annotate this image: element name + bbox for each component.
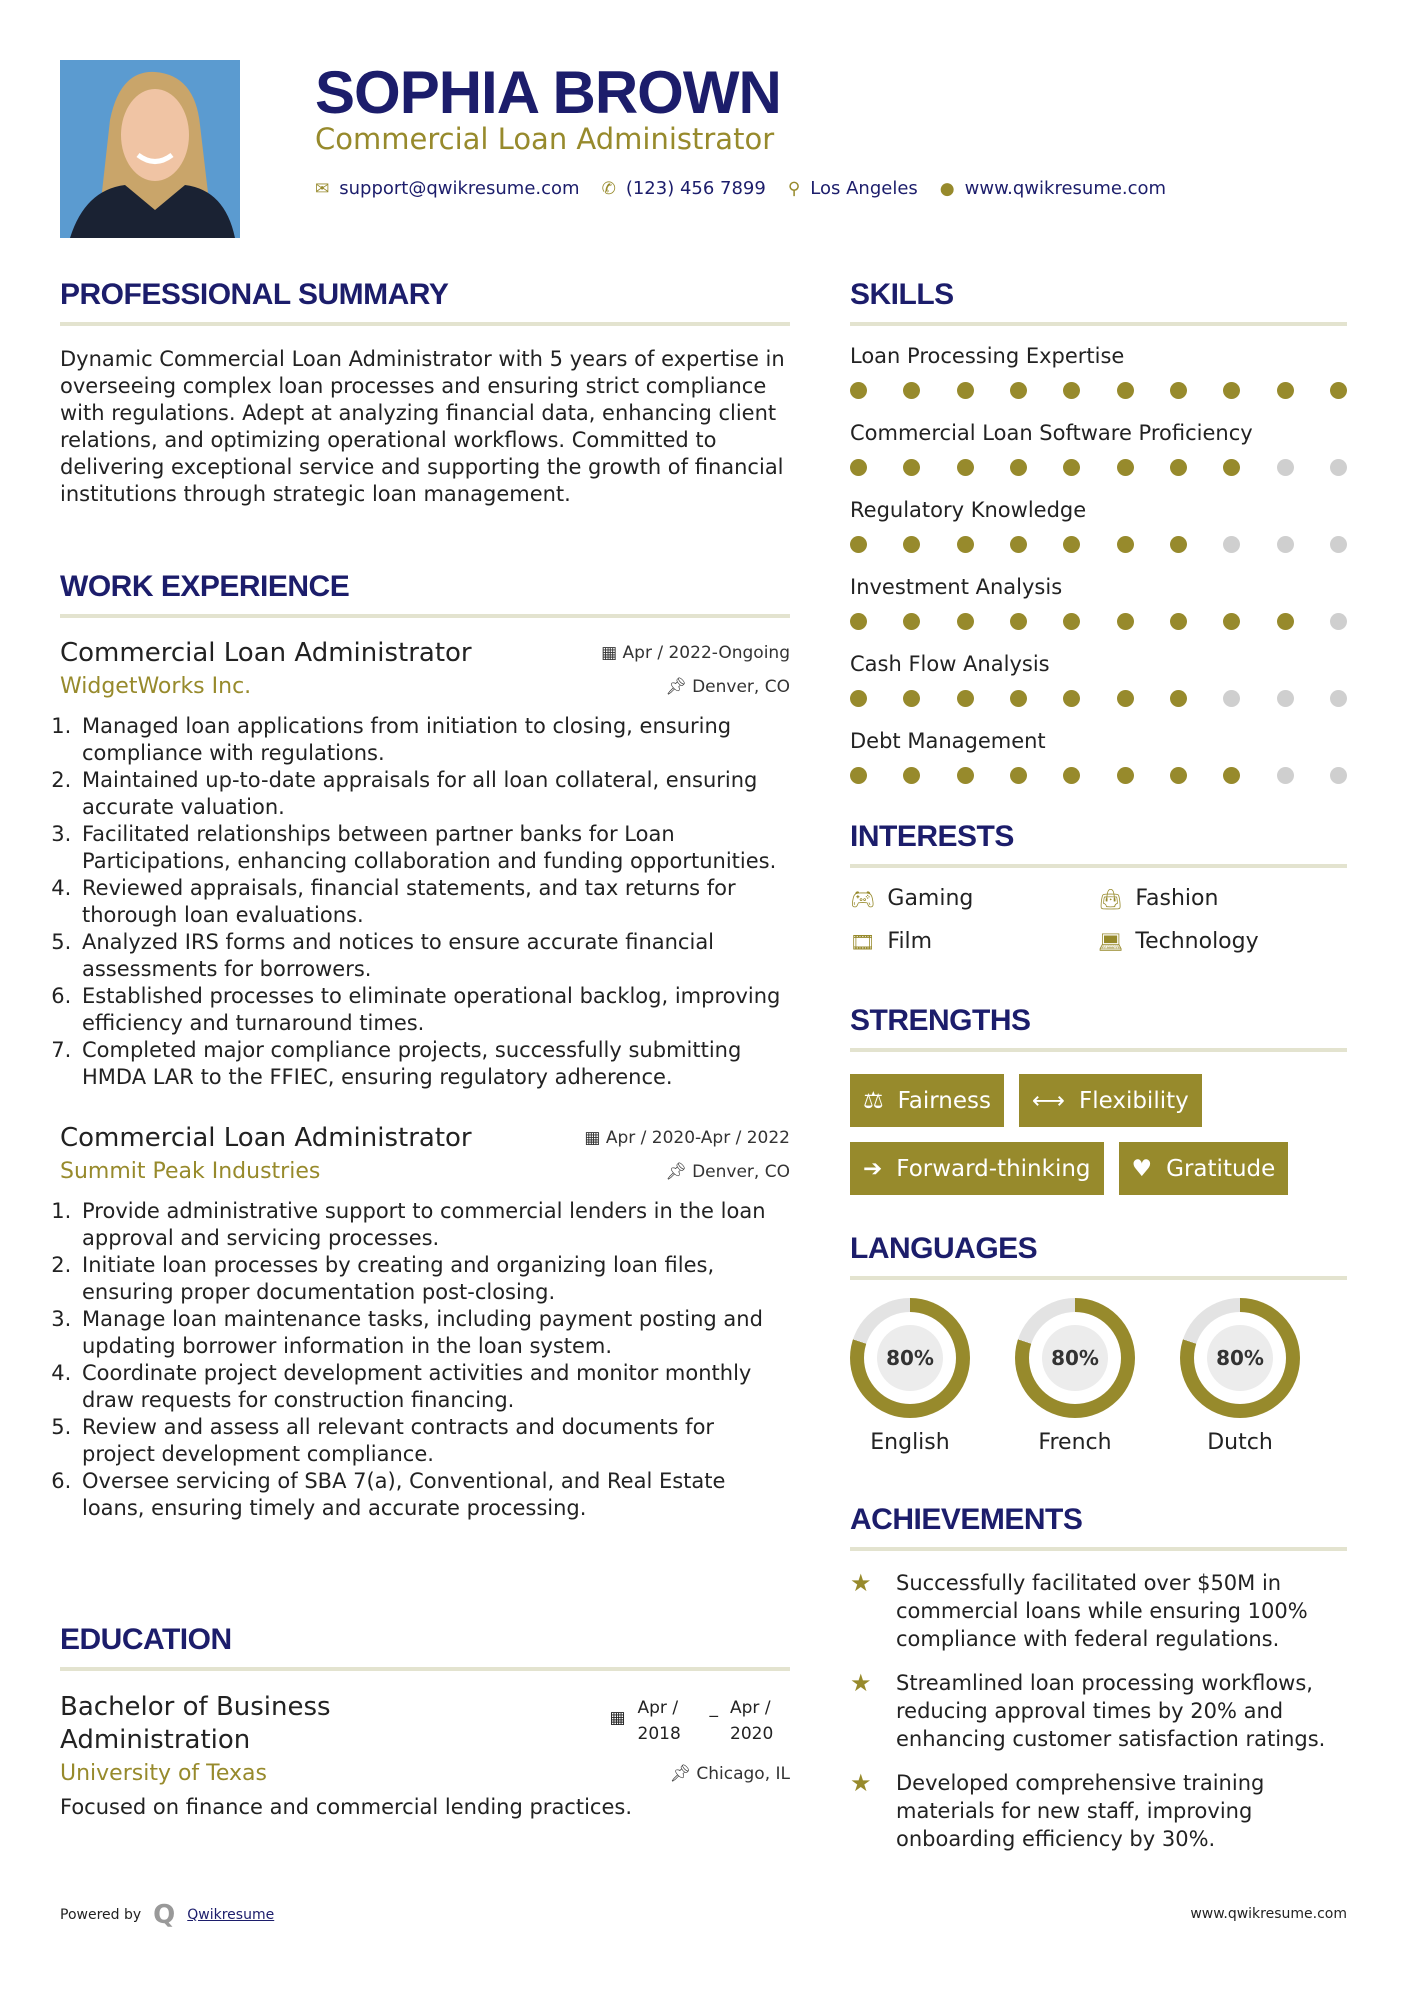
job-title: Commercial Loan Administrator [60,1123,472,1153]
location-text: Los Angeles [810,178,918,199]
rating-dot [903,613,920,630]
job-bullet: 1. Managed loan applications from initiation to closing, ensuring compliance with regulations. [78,713,790,767]
skill-name: Loan Processing Expertise [850,344,1125,368]
rating-dot [1223,767,1240,784]
rating-dot [957,382,974,399]
skill-item [850,575,1347,630]
education-section [60,1623,790,1821]
skill-item [850,498,1347,553]
rating-dot [1063,459,1080,476]
section-heading: STRENGTHS [850,1004,1031,1037]
strength-label: Flexibility [1078,1087,1189,1114]
company-name: Summit Peak Industries [60,1159,321,1184]
job-bullet: 1. Provide administrative support to commercial lenders in the loan approval and servicing processes. [78,1198,790,1252]
rating-dot [903,767,920,784]
rating-dot [1117,459,1134,476]
laptop-icon: 💻︎ [1098,929,1124,954]
rating-dot [903,382,920,399]
profile-photo [60,60,240,238]
rating-dot [903,690,920,707]
rating-dot [957,536,974,553]
language-percent: 80% [1042,1325,1108,1391]
job-location: 📌︎ Denver, CO [665,1161,790,1182]
language-percent: 80% [1207,1325,1273,1391]
section-heading: PROFESSIONAL SUMMARY [60,278,449,311]
job-title: Commercial Loan Administrator [60,638,472,668]
rating-dot [1170,382,1187,399]
rating-dot [1010,613,1027,630]
skill-rating [850,690,1347,707]
skill-rating [850,536,1347,553]
divider [60,614,790,618]
divider [850,1547,1347,1551]
section-heading: SKILLS [850,278,954,311]
arrow-right-icon: ➔ [863,1155,883,1182]
divider [60,1667,790,1671]
education-location: 📌︎ Chicago, IL [669,1763,790,1784]
language-progress-ring [1015,1298,1135,1418]
strength-badge [1019,1074,1202,1127]
interest-item [1098,929,1346,954]
rating-dot [1010,382,1027,399]
skill-item [850,421,1347,476]
brand-link[interactable]: Qwikresume [187,1907,275,1923]
rating-dot [1117,613,1134,630]
divider [850,1048,1347,1052]
rating-dot [1330,536,1347,553]
rating-dot [850,536,867,553]
rating-dot [1170,536,1187,553]
interest-item [850,929,1098,954]
job-bullet: 3. Facilitated relationships between partner banks for Loan Participations, enhancing collaboration and funding opportunities. [78,821,790,875]
phone-icon: ✆ [601,178,616,199]
star-icon: ★ [850,1569,872,1597]
interest-item [1098,886,1346,911]
rating-dot [957,690,974,707]
rating-dot [1117,382,1134,399]
end-date: Apr / 2020 [730,1698,774,1744]
section-heading: EDUCATION [60,1623,232,1656]
email-link[interactable]: support@qwikresume.com [339,178,580,199]
rating-dot [1010,459,1027,476]
skill-rating [850,382,1347,399]
language-item [1180,1298,1300,1455]
strength-badge [1119,1142,1289,1195]
rating-dot [1063,690,1080,707]
achievement-text: Successfully facilitated over $50M in commercial loans while ensuring 100% compliance with federal regulations. [896,1571,1308,1651]
job-dates: ▦ Apr / 2022-Ongoing [601,643,790,663]
calendar-icon: ▦ [609,1708,626,1728]
shopping-bag-icon: 👜︎ [1098,886,1124,911]
rating-dot [1170,690,1187,707]
rating-dot [1223,382,1240,399]
strengths-section [850,1004,1347,1195]
skill-rating [850,613,1347,630]
rating-dot [1277,767,1294,784]
star-icon: ★ [850,1669,872,1697]
summary-text: Dynamic Commercial Loan Administrator with 5 years of expertise in overseeing complex loan processes and ensuring strict compliance with regulations. Adept at analyzing financial data, enhancing client relations, and optimizing operational workflows. Committed to delivering exceptional service and supporting the growth of financial institutions through strategic loan management. [60,347,785,506]
globe-icon: ● [939,178,955,199]
rating-dot [1063,767,1080,784]
rating-dot [850,690,867,707]
rating-dot [850,459,867,476]
experience-section [60,570,790,1522]
rating-dot [957,613,974,630]
job-entry [60,638,790,1091]
school-name: University of Texas [60,1761,267,1786]
star-icon: ★ [850,1769,872,1797]
candidate-name: SOPHIA BROWN [315,59,781,126]
rating-dot [850,613,867,630]
skill-name: Commercial Loan Software Proficiency [850,421,1253,445]
job-bullet: 6. Established processes to eliminate operational backlog, improving efficiency and turnaround times. [78,983,790,1037]
rating-dot [1330,767,1347,784]
job-bullet: 5. Analyzed IRS forms and notices to ensure accurate financial assessments for borrowers. [78,929,790,983]
rating-dot [1277,536,1294,553]
envelope-icon: ✉ [315,178,330,199]
gamepad-icon: 🎮︎ [850,886,876,911]
rating-dot [1010,690,1027,707]
job-bullet: 6. Oversee servicing of SBA 7(a), Conventional, and Real Estate loans, ensuring timely and accurate processing. [78,1468,790,1522]
rating-dot [1277,459,1294,476]
section-heading: INTERESTS [850,820,1014,853]
interest-label: Fashion [1135,886,1219,911]
rating-dot [1330,382,1347,399]
skill-item [850,344,1347,399]
job-bullet: 4. Coordinate project development activities and monitor monthly draw requests for construction financing. [78,1360,790,1414]
website-link[interactable]: www.qwikresume.com [964,178,1167,199]
pushpin-icon: 📌︎ [669,1763,697,1784]
skill-name: Cash Flow Analysis [850,652,1050,676]
divider [850,1276,1347,1280]
education-dates [609,1695,790,1757]
start-date: Apr / 2018 [637,1698,681,1744]
skills-section [850,278,1347,806]
rating-dot [1117,690,1134,707]
rating-dot [1117,536,1134,553]
achievement-text: Streamlined loan processing workflows, reducing approval times by 20% and enhancing customer satisfaction ratings. [896,1671,1326,1751]
rating-dot [1170,459,1187,476]
job-entry [60,1123,790,1522]
interest-label: Gaming [887,886,974,911]
rating-dot [1010,767,1027,784]
divider [850,864,1347,868]
language-name: French [1038,1430,1112,1455]
strength-badge [850,1074,1004,1127]
strength-label: Gratitude [1166,1155,1276,1182]
film-icon: 🎞︎ [850,929,876,954]
skill-name: Investment Analysis [850,575,1063,599]
job-location: 📌︎ Denver, CO [665,676,790,697]
skill-rating [850,767,1347,784]
achievements-section [850,1503,1347,1853]
rating-dot [1063,536,1080,553]
languages-section [850,1232,1347,1455]
rating-dot [903,536,920,553]
section-heading: WORK EXPERIENCE [60,570,350,603]
language-name: English [870,1430,950,1455]
phone-text: (123) 456 7899 [625,178,766,199]
language-progress-ring [850,1298,970,1418]
job-dates: ▦ Apr / 2020-Apr / 2022 [584,1128,790,1148]
rating-dot [1277,690,1294,707]
rating-dot [1063,382,1080,399]
language-item [850,1298,970,1455]
rating-dot [1277,613,1294,630]
footer-site[interactable]: www.qwikresume.com [1190,1906,1347,1922]
language-percent: 80% [877,1325,943,1391]
scale-icon: ⚖ [863,1087,884,1114]
rating-dot [903,459,920,476]
job-bullet: 2. Initiate loan processes by creating and organizing loan files, ensuring proper documentation post-closing. [78,1252,790,1306]
arrows-h-icon: ⟷ [1031,1087,1065,1114]
strength-label: Fairness [897,1087,991,1114]
company-name: WidgetWorks Inc. [60,674,252,699]
rating-dot [1170,613,1187,630]
rating-dot [1223,613,1240,630]
language-item [1015,1298,1135,1455]
summary-section [60,278,790,508]
skill-name: Regulatory Knowledge [850,498,1087,522]
language-progress-ring [1180,1298,1300,1418]
achievement-item [850,1669,1347,1753]
rating-dot [1223,690,1240,707]
achievement-item [850,1569,1347,1653]
skill-item [850,729,1347,784]
skill-name: Debt Management [850,729,1046,753]
education-description: Focused on finance and commercial lending practices. [60,1795,633,1819]
achievement-text: Developed comprehensive training materials for new staff, improving onboarding efficiency by 30%. [896,1771,1265,1851]
candidate-title: Commercial Loan Administrator [315,122,775,156]
map-pin-icon: ⚲ [787,178,801,199]
rating-dot [1330,690,1347,707]
divider [60,322,790,326]
pushpin-icon: 📌︎ [665,676,693,697]
job-bullet: 3. Manage loan maintenance tasks, including payment posting and updating borrower information in the loan system. [78,1306,790,1360]
interest-item [850,886,1098,911]
job-bullet: 7. Completed major compliance projects, successfully submitting HMDA LAR to the FFIEC, ensuring regulatory adherence. [78,1037,790,1091]
section-heading: ACHIEVEMENTS [850,1503,1083,1536]
rating-dot [1223,459,1240,476]
achievement-item [850,1769,1347,1853]
skill-item [850,652,1347,707]
footer-powered [60,1900,274,1930]
pushpin-icon: 📌︎ [665,1161,693,1182]
rating-dot [1223,536,1240,553]
section-heading: LANGUAGES [850,1232,1038,1265]
rating-dot [1170,767,1187,784]
qwikresume-logo-icon: Q [153,1900,176,1930]
rating-dot [957,459,974,476]
rating-dot [1277,382,1294,399]
interests-section [850,820,1347,954]
job-bullet: 2. Maintained up-to-date appraisals for all loan collateral, ensuring accurate valuation. [78,767,790,821]
interest-label: Film [887,929,933,954]
rating-dot [1330,613,1347,630]
degree-title: Bachelor of Business Administration [60,1692,331,1755]
rating-dot [1330,459,1347,476]
rating-dot [850,382,867,399]
skill-rating [850,459,1347,476]
language-name: Dutch [1207,1430,1273,1455]
interest-label: Technology [1135,929,1259,954]
rating-dot [1117,767,1134,784]
calendar-icon: ▦ [584,1128,606,1148]
strength-label: Forward-thinking [896,1155,1091,1182]
calendar-icon: ▦ [601,643,623,663]
rating-dot [1063,613,1080,630]
divider [850,322,1347,326]
date-separator: _ [709,1698,718,1718]
rating-dot [850,767,867,784]
contact-bar [315,178,1166,199]
powered-by-text: Powered by [60,1907,142,1923]
rating-dot [1010,536,1027,553]
strength-badge [850,1142,1104,1195]
job-bullet: 4. Reviewed appraisals, financial statements, and tax returns for thorough loan evaluations. [78,875,790,929]
job-bullet: 5. Review and assess all relevant contracts and documents for project development compliance. [78,1414,790,1468]
rating-dot [957,767,974,784]
heart-icon: ♥ [1131,1155,1153,1182]
